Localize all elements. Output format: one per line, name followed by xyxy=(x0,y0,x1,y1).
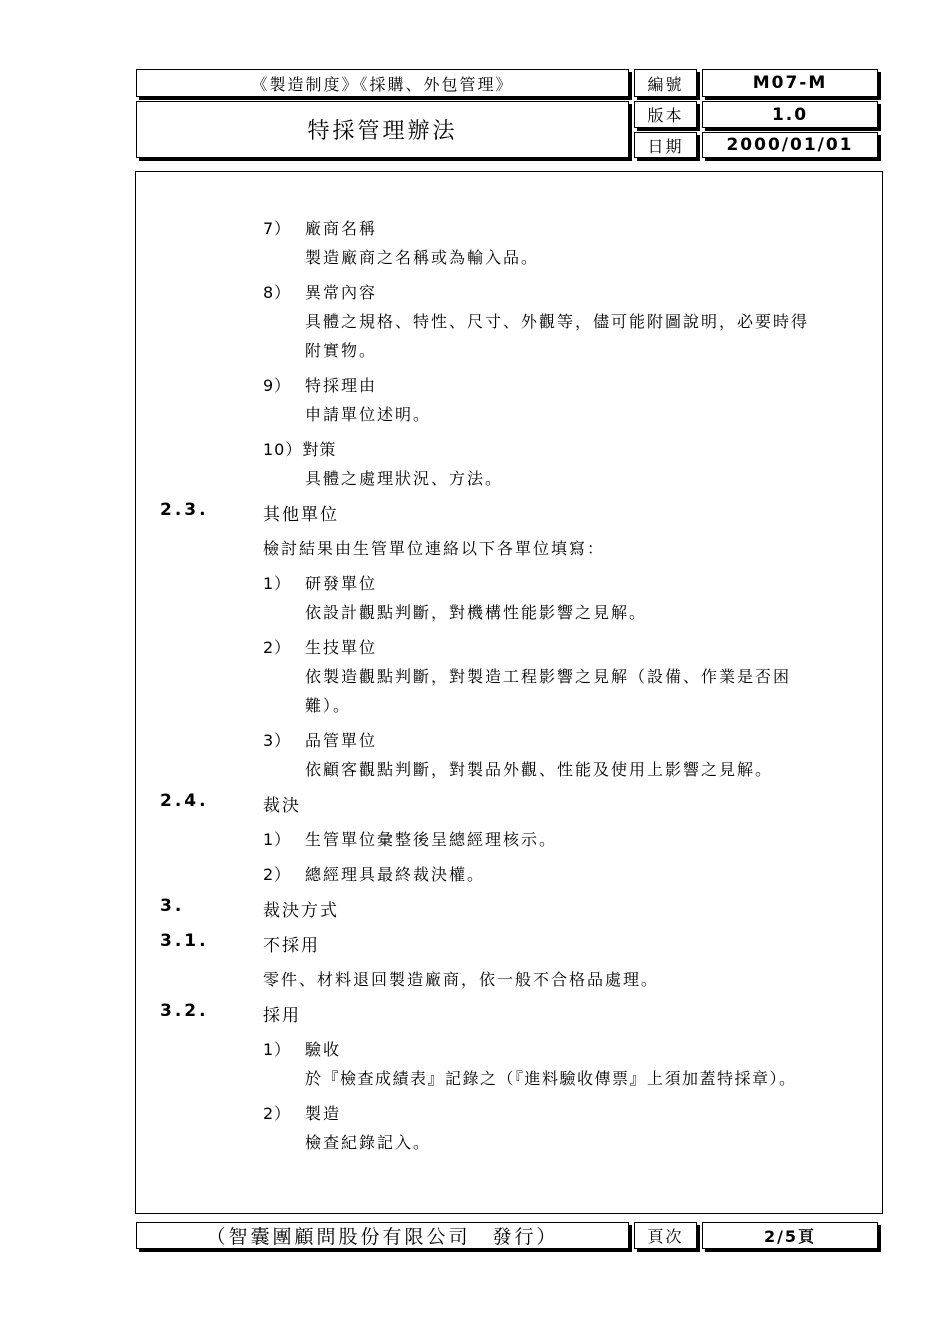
section-number: 3.1. xyxy=(160,931,209,951)
item-number: 2） xyxy=(263,865,292,884)
item-description: 申請單位述明。 xyxy=(305,405,432,424)
version-label: 版本 xyxy=(634,101,697,128)
section-number: 2.4. xyxy=(160,791,209,811)
doc-category: 《製造制度》《採購、外包管理》 xyxy=(136,69,629,97)
item-text: 總經理具最終裁決權。 xyxy=(305,865,486,884)
item-number: 3） xyxy=(263,731,292,750)
page-label: 頁次 xyxy=(634,1222,697,1249)
version-value: 1.0 xyxy=(702,101,878,128)
paragraph: 零件、材料退回製造廠商，依一般不合格品處理。 xyxy=(263,970,660,989)
item-title: 廠商名稱 xyxy=(305,219,378,238)
section-number: 3.2. xyxy=(160,1001,209,1021)
item-description: 附實物。 xyxy=(305,341,378,360)
item-description: 具體之處理狀況、方法。 xyxy=(305,469,504,488)
item-number: 8） xyxy=(263,283,292,302)
item-title: 製造 xyxy=(305,1104,342,1123)
item-title: 品管單位 xyxy=(305,731,378,750)
section-number: 3. xyxy=(160,896,185,916)
item-title: 10）對策 xyxy=(263,440,337,459)
section-title: 採用 xyxy=(263,1006,301,1026)
item-number: 9） xyxy=(263,376,292,395)
item-title: 驗收 xyxy=(305,1040,342,1059)
item-title: 異常內容 xyxy=(305,283,378,302)
item-number: 1） xyxy=(263,1040,292,1059)
item-number: 7） xyxy=(263,219,292,238)
item-title: 特採理由 xyxy=(305,376,378,395)
item-description: 依顧客觀點判斷，對製品外觀、性能及使用上影響之見解。 xyxy=(305,760,774,779)
section-number: 2.3. xyxy=(160,500,209,520)
item-title: 生技單位 xyxy=(305,638,378,657)
paragraph: 檢討結果由生管單位連絡以下各單位填寫： xyxy=(263,539,606,558)
section-title: 裁決方式 xyxy=(263,901,339,921)
doc-title: 特採管理辦法 xyxy=(136,101,629,158)
section-title: 裁決 xyxy=(263,796,301,816)
publisher-label: （智囊團顧問股份有限公司 發行） xyxy=(136,1222,629,1249)
item-description: 難）。 xyxy=(305,696,352,715)
item-title: 研發單位 xyxy=(305,574,378,593)
item-number: 1） xyxy=(263,830,292,849)
item-description: 檢查紀錄記入。 xyxy=(305,1133,432,1152)
date-label: 日期 xyxy=(634,132,697,158)
item-number: 2） xyxy=(263,1104,292,1123)
date-value: 2000/01/01 xyxy=(702,132,878,158)
item-description: 具體之規格、特性、尺寸、外觀等，儘可能附圖說明，必要時得 xyxy=(305,312,810,331)
item-description: 製造廠商之名稱或為輸入品。 xyxy=(305,248,540,267)
code-value: M07-M xyxy=(702,69,878,97)
item-description: 於『檢查成績表』記錄之（『進料驗收傳票』上須加蓋特採章）。 xyxy=(305,1069,797,1088)
item-number: 1） xyxy=(263,574,292,593)
item-text: 生管單位彙整後呈總經理核示。 xyxy=(305,830,558,849)
item-description: 依設計觀點判斷，對機構性能影響之見解。 xyxy=(305,603,648,622)
code-label: 編號 xyxy=(634,69,697,97)
page-number: 2/5頁 xyxy=(702,1222,878,1249)
item-description: 依製造觀點判斷，對製造工程影響之見解（設備、作業是否困 xyxy=(305,667,792,686)
section-title: 不採用 xyxy=(263,936,320,956)
section-title: 其他單位 xyxy=(263,505,339,525)
item-number: 2） xyxy=(263,638,292,657)
